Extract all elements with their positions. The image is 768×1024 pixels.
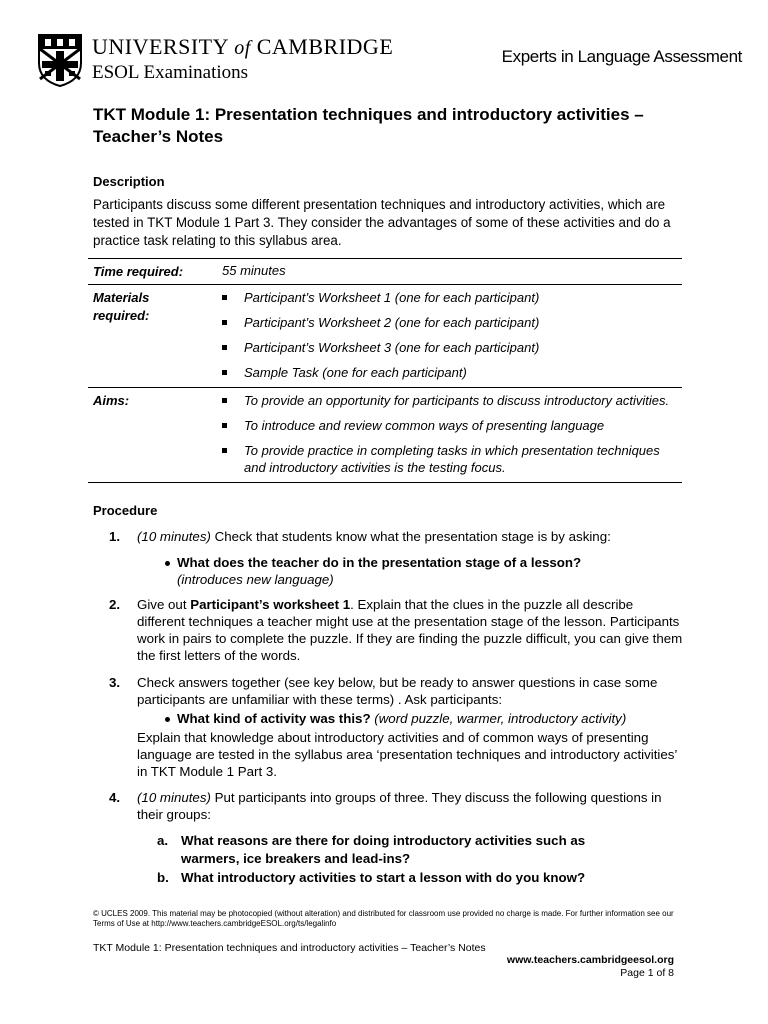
list-item-text: Participant’s Worksheet 3 (one for each participant) — [244, 340, 540, 355]
bullet-icon — [222, 320, 227, 325]
worksheet-ref: Participant’s worksheet 1 — [190, 597, 351, 612]
list-item-text: To provide practice in completing tasks in which presentation techniques and introductory activities is the testing focus. — [244, 443, 660, 475]
step-number: 1. — [109, 529, 121, 544]
question-text: What kind of activity was this? — [177, 711, 371, 726]
time-value: 55 minutes — [222, 263, 286, 278]
bullet-dot-icon — [165, 717, 170, 722]
step-body — [137, 674, 683, 780]
footer-url: www.teachers.cambridgeesol.org — [506, 954, 674, 966]
university-name-part: UNIVERSITY — [92, 34, 229, 59]
step-text: . Explain that the clues in the puzzle all describe different techniques a teacher might use at the presentation stage of the lesson. Participants work in pairs to complete the puzzle. If they are finding the puzzle difficult, you can give them the first letters of the words. — [137, 597, 683, 663]
step-number: 3. — [109, 675, 121, 690]
list-item-text: Sample Task (one for each participant) — [244, 365, 467, 380]
question-item — [157, 869, 683, 887]
step-text: Put participants into groups of three. They discuss the following questions in their groups: — [137, 790, 662, 822]
step-time: (10 minutes) — [137, 790, 211, 805]
materials-list — [222, 289, 682, 381]
info-row-aims — [88, 387, 682, 483]
list-item-text: To introduce and review common ways of presenting language — [244, 418, 605, 433]
question-item — [165, 710, 683, 727]
step-time: (10 minutes) — [137, 529, 211, 544]
question-item — [157, 832, 621, 868]
list-item — [222, 364, 682, 381]
question-text: What reasons are there for doing introductory activities such as warmers, ice breakers and lead-ins? — [181, 833, 586, 866]
step-text: Give out — [137, 597, 191, 612]
bullet-icon — [222, 448, 227, 453]
list-item — [222, 417, 682, 434]
question-text: What does the teacher do in the presentation stage of a lesson? — [177, 555, 582, 570]
question-letter: a. — [157, 833, 169, 848]
time-label: Time required: — [93, 264, 184, 279]
document-title: TKT Module 1: Presentation techniques and introductory activities – Teacher’s Notes — [93, 105, 644, 146]
copyright-notice: © UCLES 2009. This material may be photocopied (without alteration) and distributed for classroom use provided no charge is made. For further information see our Terms of Use at http://www.teachers.cambridgeESOL.org/ts/legalinfo — [93, 909, 674, 928]
question-item — [165, 554, 683, 588]
university-name-part: CAMBRIDGE — [256, 34, 394, 59]
list-item — [222, 339, 682, 356]
info-row-time — [88, 258, 682, 284]
page-number: Page 1 of 8 — [620, 967, 674, 979]
cambridge-crest-icon — [37, 33, 83, 87]
description-heading: Description — [93, 174, 165, 189]
step-text: Check that students know what the presentation stage is by asking: — [210, 529, 611, 544]
footer-document-title: TKT Module 1: Presentation techniques and introductory activities – Teacher’s Notes — [93, 942, 486, 954]
list-item — [222, 442, 682, 476]
bullet-icon — [222, 345, 227, 350]
step-body — [137, 789, 683, 887]
answer-text: (word puzzle, warmer, introductory activity) — [370, 711, 627, 726]
procedure-step-1 — [109, 528, 683, 588]
bullet-dot-icon — [165, 561, 170, 566]
bullet-icon — [222, 398, 227, 403]
procedure-step-4 — [109, 789, 683, 887]
bullet-icon — [222, 295, 227, 300]
step-text: Explain that knowledge about introductory activities and of common ways of presenting language are tested in the syllabus area ‘presentation techniques and introductory activities’ in TKT Module 1 Part 3. — [137, 730, 677, 779]
list-item-text: Participant’s Worksheet 2 (one for each participant) — [244, 315, 540, 330]
step-number: 2. — [109, 597, 121, 612]
procedure-step-2 — [109, 596, 683, 664]
info-row-materials — [88, 284, 682, 387]
tagline: Experts in Language Assessment — [501, 47, 742, 66]
procedure-step-3 — [109, 674, 683, 780]
bullet-icon — [222, 423, 227, 428]
university-name — [92, 34, 393, 61]
answer-text: (introduces new language) — [177, 572, 334, 587]
list-item-text: Participant’s Worksheet 1 (one for each participant) — [244, 290, 540, 305]
procedure-heading: Procedure — [93, 503, 158, 518]
aims-value — [222, 388, 682, 482]
list-item — [222, 314, 682, 331]
bullet-icon — [222, 370, 227, 375]
aims-label: Aims: — [93, 393, 130, 408]
step-body — [137, 596, 683, 664]
materials-value — [222, 285, 682, 387]
description-text: Participants discuss some different presentation techniques and introductory activities, which are tested in TKT Module 1 Part 3. They consider the advantages of some of these activities and do a practice task relating to this syllabus area. — [93, 197, 671, 248]
question-text: What introductory activities to start a lesson with do you know? — [181, 870, 586, 885]
question-letter: b. — [157, 870, 169, 885]
university-name-of: of — [234, 37, 251, 59]
list-item — [222, 392, 682, 409]
materials-label: Materials required: — [93, 290, 150, 323]
step-text: Check answers together (see key below, but be ready to answer questions in case some participants are unfamiliar with these terms) . Ask participants: — [137, 675, 658, 707]
esol-subtitle: ESOL Examinations — [92, 62, 249, 83]
step-body — [137, 528, 683, 588]
step-number: 4. — [109, 790, 121, 805]
list-item-text: To provide an opportunity for participants to discuss introductory activities. — [244, 393, 670, 408]
aims-list — [222, 392, 682, 476]
info-table — [88, 258, 682, 483]
list-item — [222, 289, 682, 306]
